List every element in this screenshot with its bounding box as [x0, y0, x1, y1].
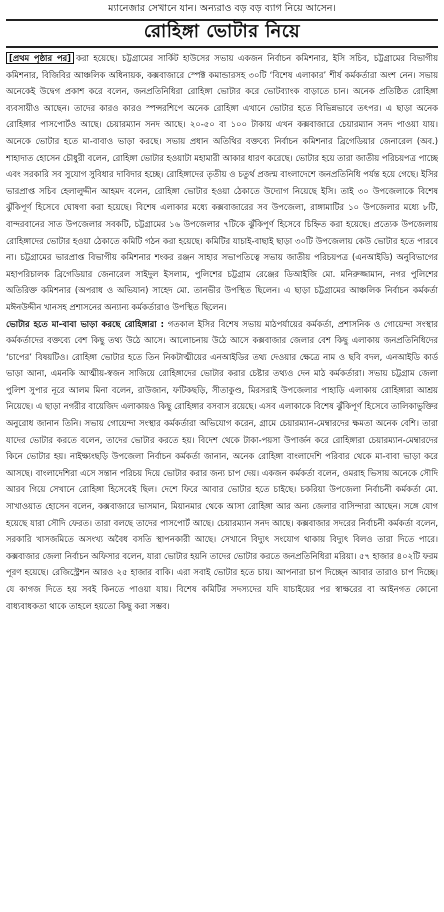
paragraph-2-text: গতকাল ইসির বিশেষ সভায় মাঠপর্যায়ের কর্মকর্তা, প্রশাসনিক ও গোয়েন্দা সংস্থার কর্মকর্তাদের বক্তব্যে বেশ কিছু তথ্য উঠে আসে। আলোচনায় উঠে আসে কক্সবাজার জেলার বেশ কিছু এলাকায় জনপ্রতিনিধিদের ‘চাপের’ বিষয়টিও। রোহিঙ্গা ভোটার হতে তিন নিকটাত্মীয়ের এনআইডির তথ্য দেওয়ার ক্ষেত্রে নাম ও ছবি বদল, এনআইডি কার্ড ভাড়া আনা, এমনকি আত্মীয়-স্বজন সাজিয়ে রোহিঙ্গাদের ভোটার করার চেষ্টার তথ্যও দেন মাঠ কর্মকর্তারা। সভায় চট্টগ্রাম জেলা পুলিশ সুপার নূরে আলম মিনা বলেন, রাউজান, ফটিকছড়ি, সীতাকুণ্ড, মিরসরাই উপজেলার পাহাড়ি এলাকায় রোহিঙ্গারা আশ্রয় নিয়েছে। এ ছাড়া নগরীর বায়েজিদ এলাকায়ও কিছু রোহিঙ্গার বসবাস রয়েছে। এসব এলাকাকে বিশেষ ঝুঁকিপূর্ণ হিসেবে তালিকাভুক্তির অনুরোধ জানান তিনি। সভায় গোয়েন্দা সংস্থার কর্মকর্তারা অভিযোগ করেন, গ্রামে চেয়ারম্যান-মেম্বারদের ক্ষমতা অনেক বেশি। তারা যাদের ভোটার করতে বলেন, তাদের ভোটার করতে হয়। বিদেশ থেকে টাকা-পয়সা উপার্জন করে রোহিঙ্গারা চেয়ারম্যান-মেম্বারদের কিনে ভোটার হয়। নাইক্ষ্যংছড়ি উপজেলা নির্বাচন কর্মকর্তা জানান, অনেক রোহিঙ্গা বাংলাদেশি পরিবার থেকে মা-বাবা ভাড়া করে আসছে। বাংলাদেশিরা এসে সন্তান পরিচয় দিয়ে ভোটার করার জন্য চাপ দেয়। একজন কর্মকর্তা বলেন, ওমরাহ ভিসায় অনেকে সৌদি আরব গিয়ে সেখানে রোহিঙ্গা হিসেবেই ছিল। দেশে ফিরে আবার ভোটার হতে চাইছে। চকরিয়া উপজেলা নির্বাচনী কর্মকর্তা মো. সাখাওয়াত হোসেন বলেন, কক্সবাজারে ভাসমান, মিয়ানমার থেকে আসা রোহিঙ্গা আর অন্য জেলার বাসিন্দারা আছেন। সঙ্গে যোগ হয়েছে যারা সৌদি ফেরত। তারা বলছে তাদের পাসপোর্ট আছে। চেয়ারম্যান সনদ আছে। কক্সবাজার সদরের নির্বাচনী কর্মকর্তা বলেন, সরকারি খাসজমিতে অসংখ্য অবৈধ বসতি স্থাপনকারী আছে। সেখানে বিদ্যুৎ সংযোগ থাকায় বিদ্যুৎ বিলও তারা দিতে পারে। কক্সবাজার জেলা নির্বাচন অফিসার বলেন, যারা ভোটার হয়নি তাদের ভোটার করতে জনপ্রতিনিধিরা মরিয়া। ৫৭ হাজার ৪০২টি ফরম পূরণ হয়েছে। রেজিস্ট্রেশন আরও ২৫ হাজার বাকি। এরা সবাই ভোটার হতে চায়। আপনারা চাপ দিচ্ছেন আবার তারাও চাপ দিচ্ছে। যে কাগজ দিতে হয় সবই কিনতে পাওয়া যায়। বিশেষ কমিটির সদস্যদের যদি যাচাইয়ের পর স্বাক্ষরের বা আইনগত কোনো বাধ্যবাধকতা থাকে তাহলে হয়তো কিছু করা সম্ভব। [6, 318, 438, 611]
continued-from-tag: [প্রথম পৃষ্ঠার পর] [6, 52, 74, 64]
subheading: ভোটার হতে মা-বাবা ভাড়া করছে রোহিঙ্গারা : [6, 318, 165, 329]
headline-rule [6, 46, 438, 48]
paragraph-1-text: করা হয়েছে। চট্টগ্রামের সার্কিট হাউসের সভায় একজন নির্বাচন কমিশনার, ইসি সচিব, চট্টগ্রামের বিভাগীয় কমিশনার, বিজিবির আঞ্চলিক অধিনায়ক, কক্সবাজারে স্পেক্ট কমান্ডারসহ ৩০টি ‘বিশেষ এলাকার’ শীর্ষ কর্মকর্তারা অংশ নেন। সভায় অনেকেই উদ্বেগ প্রকাশ করে বলেন, জনপ্রতিনিধিরা রোহিঙ্গা ভোটার করে ভোটব্যাংক বাড়াতে চান। অনেক প্রতিষ্ঠিত রোহিঙ্গা ব্যবসায়ীও আছেন। তাদের কারও কারও স্পন্সরশিপে অনেক রোহিঙ্গা এখানে ভোটার হতে বিভিন্নভাবে তৎপর। এ ছাড়া অনেক রোহিঙ্গার পাসপোর্টও আছে। চেয়ারম্যান সনদ আছে। ২০-৫০ বা ১০০ টাকায় এখন কক্সবাজারে চেয়ারম্যান সনদ পাওয়া যায়। অনেকে ভোটার হতে মা-বাবাও ভাড়া করছে। সভায় প্রধান অতিথির বক্তব্যে নির্বাচন কমিশনার ব্রিগেডিয়ার জেনারেল (অব.) শাহাদাত হোসেন চৌধুরী বলেন, রোহিঙ্গা ভোটার হওয়াটা মহামারী আকার ধারণ করেছে। ভোটার হয়ে তারা জাতীয় পরিচয়পত্র পাচ্ছে এবং সরকারি সব সুযোগ সুবিধার দাবিদার হচ্ছে। রোহিঙ্গাদের তৃতীয় ও চতুর্থ প্রজন্ম বাংলাদেশে জনপ্রতিনিধি পর্যন্ত হয়ে গেছে। ইসির ভারপ্রাপ্ত সচিব হেলালুদ্দীন আহমদ বলেন, রোহিঙ্গা ভোটার হওয়া ঠেকাতে উদ্যোগ নিয়েছে ইসি। তাই ৩০ উপজেলাকে বিশেষ ঝুঁকিপূর্ণ হিসেবে ঘোষণা করা হয়েছে। বিশেষ এলাকার মধ্যে কক্সবাজারের সব উপজেলা, রাঙ্গামাটির ১০ উপজেলার মধ্যে ৮টি, বান্দরবানের সাত উপজেলার সবকটি, চট্টগ্রামের ১৬ উপজেলার ৭টিকে ঝুঁকিপূর্ণ হিসেবে চিহ্নিত করা হয়েছে। প্রত্যেক উপজেলায় রোহিঙ্গাদের ভোটার হওয়া ঠেকাতে কমিটি গঠন করা হয়েছে। কমিটির যাচাই-বাছাই ছাড়া ৩০টি উপজেলায় কেউ ভোটার হতে পারবে না। চট্টগ্রামের ভারপ্রাপ্ত বিভাগীয় কমিশনার শংকর রঞ্জন সাহার সভাপতিত্বে সভায় জাতীয় পরিচয়পত্র (এনআইডি) অনুবিভাগের মহাপরিচালক ব্রিগেডিয়ার জেনারেল সাইদুল ইসলাম, পুলিশের চট্টগ্রাম রেঞ্জের ডিআইজি মো. মনিরুজ্জামান, নগর পুলিশের অতিরিক্ত কমিশনার (অপরাধ ও অভিযান) সাহেদ মো. তানভীর উপস্থিত ছিলেন। এ ছাড়া চট্টগ্রামের আঞ্চলিক নির্বাচন কর্মকর্তা মঈনউদ্দীন খানসহ প্রশাসনের অন্যান্য কর্মকর্তারাও উপস্থিত ছিলেন। [6, 53, 438, 312]
previous-column-tail: ম্যানেজার সেখানে যান। অন্যরাও বড় বড় ব্যাগ নিয়ে আসেন। [108, 3, 336, 14]
article-body [6, 50, 438, 908]
headline: রোহিঙ্গা ভোটার নিয়ে [143, 21, 301, 42]
paragraph-2 [6, 316, 438, 615]
paragraph-1 [6, 50, 438, 316]
